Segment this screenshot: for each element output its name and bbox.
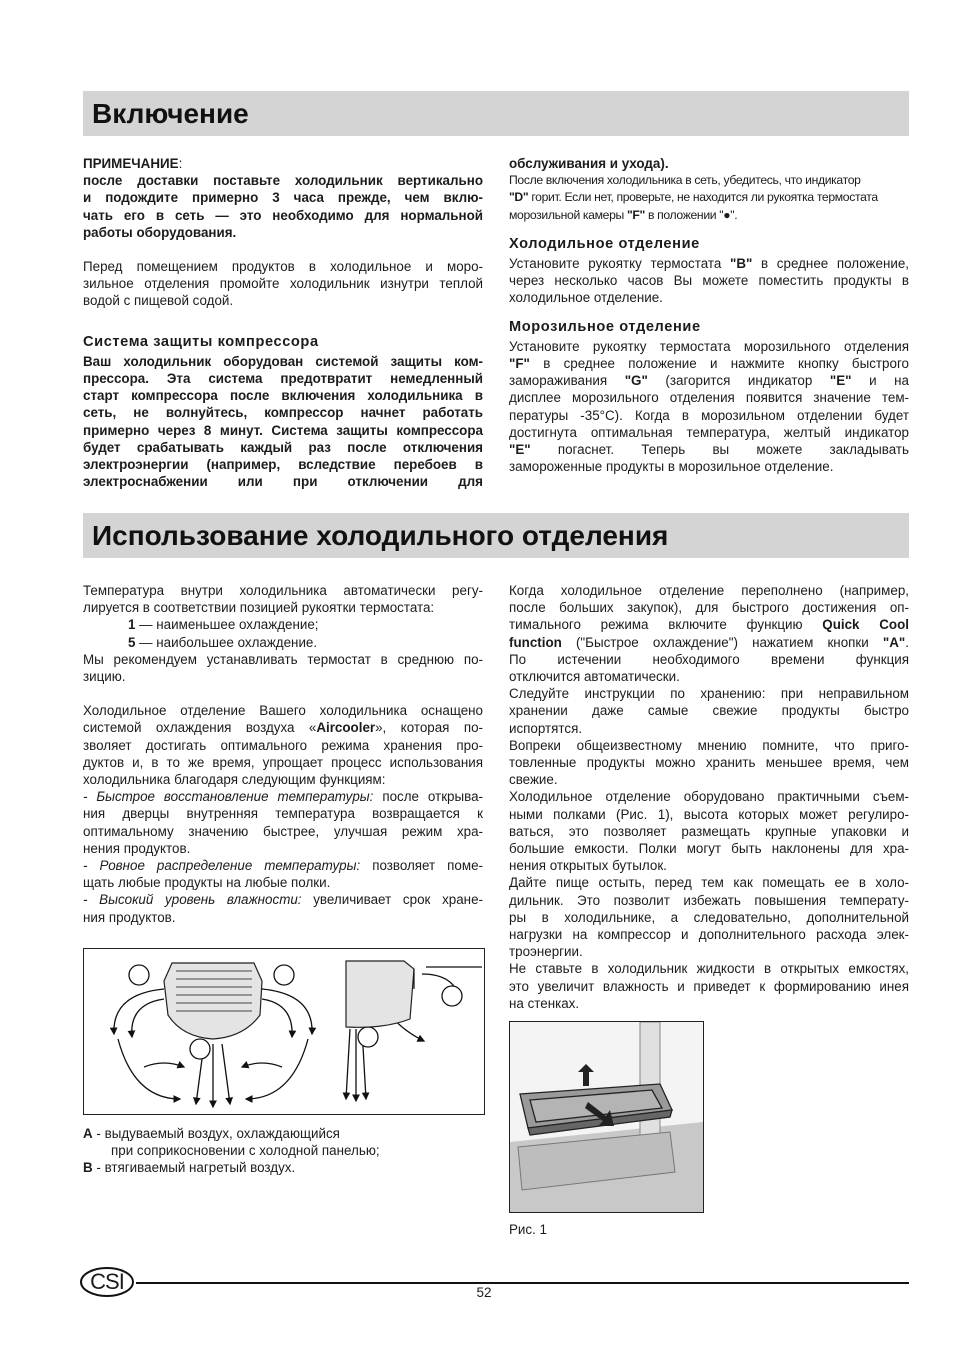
aircooler-text — [83, 702, 483, 788]
section-header-band — [83, 91, 909, 136]
indicator-text — [509, 172, 909, 224]
figure-legend — [83, 1125, 483, 1177]
freezer-line: дисплее морозильного отделения появится значение тем- — [509, 390, 909, 406]
compressor-line: электроснабжении или при отключении для — [83, 474, 483, 490]
fridge-text — [509, 255, 909, 307]
right-line: По истечении необходимого времени функция — [509, 651, 909, 667]
airflow-figure — [83, 948, 485, 1115]
label-circle — [358, 1027, 378, 1047]
aircooler-line: холодильника благодаря следующим функциям: — [83, 772, 386, 788]
page-number: 52 — [476, 1285, 492, 1300]
right-line: ными полками (Рис. 1), высота которых может регулиро- — [509, 806, 909, 822]
right-line: тимального режима включите функцию Quick Cool — [509, 617, 909, 633]
right-line: свежие. — [509, 772, 558, 788]
compressor-line: прессора. Эта система предотвратит немедленный — [83, 371, 483, 387]
air-cooler-unit — [164, 963, 262, 1039]
spacer — [83, 241, 483, 258]
note-line: работы оборудования. — [83, 224, 237, 240]
airflow-diagram — [84, 949, 484, 1114]
right-line: Когда холодильное отделение переполнено (например, — [509, 583, 909, 598]
fridge-heading: Холодильное отделение — [509, 235, 700, 252]
right-line: хранении даже самые свежие продукты быстро — [509, 703, 909, 719]
freezer-line: замороженные продукты в морозильное отделение. — [509, 459, 834, 475]
intro-line: водой с пищевой содой. — [83, 293, 234, 309]
aircooler-line: системой охлаждения воздуха «Aircooler», которая по- — [83, 720, 483, 736]
compressor-line: Ваш холодильник оборудован системой защиты ком- — [83, 353, 483, 369]
indicator-line: морозильной камеры "F" в положении "●". — [509, 207, 738, 222]
shelf-photo — [510, 1022, 703, 1212]
legend-item-b: B - втягиваемый нагретый воздух. — [83, 1160, 296, 1176]
feature-line: ния дверцы внутренняя температура возвращается к — [83, 806, 483, 822]
compressor-line: будет срабатывать каждый раз после отключения — [83, 439, 483, 455]
intro-line: зильное отделения промойте холодильник изнутри теплой — [83, 276, 483, 292]
section-title-fridge-usage: Использование холодильного отделения — [92, 520, 669, 551]
right-text — [509, 582, 909, 1012]
figure-caption: Рис. 1 — [509, 1222, 547, 1237]
right-line: нагрузки на компрессор и дополнительного расхода элек- — [509, 927, 909, 943]
compressor-heading: Система защиты компрессора — [83, 333, 319, 350]
logo-text: CSI — [90, 1269, 124, 1294]
legend-item-a-cont: при соприкосновении с холодной панелью; — [111, 1143, 380, 1159]
freezer-line: достигнута оптимальная температура, желтый индикатор — [509, 424, 909, 440]
feature-line: - Быстрое восстановление температуры: после открыва- — [83, 789, 483, 805]
list-item: 1 — наименьшее охлаждение; — [128, 617, 319, 633]
feature-line: ния продуктов. — [83, 909, 176, 925]
shelf-figure — [509, 1021, 704, 1213]
fridge-line: холодильное отделение. — [509, 290, 663, 306]
feature-line: - Высокий уровень влажности: увеличивает срок хране- — [83, 892, 483, 908]
note-label: ПРИМЕЧАНИЕ: — [83, 156, 183, 171]
features-list — [83, 788, 483, 926]
right-line: Холодильное отделение оборудовано практичными съем- — [509, 789, 909, 805]
freezer-text — [509, 338, 909, 476]
compressor-line: электроэнергии (например, вследствие перебоев в — [83, 457, 483, 473]
footer-rule — [136, 1282, 909, 1284]
left-column-section2 — [83, 582, 483, 926]
label-circle — [442, 986, 462, 1006]
aircooler-line: дуктов и, в то же время, упрощает процесс использования — [83, 754, 483, 770]
left-column-section1 — [83, 155, 483, 490]
indicator-line: После включения холодильника в сеть, убедитесь, что индикатор — [509, 173, 861, 188]
para-line: Мы рекомендуем устанавливать термостат в среднюю по- — [83, 651, 483, 667]
fridge-line: Установите рукоятку термостата "B" в среднее положение, — [509, 256, 909, 272]
label-circle — [190, 1039, 210, 1059]
freezer-line: "F" в среднее положение и нажмите кнопку быстрого — [509, 356, 909, 372]
compressor-line: старт компрессора после включения холодильника в — [83, 388, 483, 404]
list-item: 5 — наибольшее охлаждение. — [128, 634, 318, 650]
freezer-line: пературы -35°C). Когда в морозильном отделении будет — [509, 407, 909, 423]
feature-line: оптимальному значению быстрее, улучшая режим хра- — [83, 823, 483, 839]
right-continuation: обслуживания и ухода). — [509, 156, 669, 171]
feature-line: щать любые продукты на любые полки. — [83, 875, 331, 891]
right-line: на стенках. — [509, 995, 580, 1011]
right-line: Не ставьте в холодильник жидкости в открытых емкостях, — [509, 961, 909, 977]
feature-line: нения продуктов. — [83, 840, 191, 856]
right-line: троэнергии. — [509, 944, 583, 960]
section-title-vklyuchenie: Включение — [92, 98, 249, 129]
fridge-line: через несколько часов Вы можете поместить продукты в — [509, 273, 909, 289]
csi-logo — [79, 1266, 135, 1298]
compressor-line: сеть, не волнуйтесь, компрессор начнет работать — [83, 405, 483, 421]
right-line: ваться, это позволяет размещать крупные упаковки и — [509, 823, 909, 839]
para-line: лируется в соответствии позицией рукоятки термостата: — [83, 600, 435, 616]
label-circle — [274, 965, 294, 985]
label-circle — [129, 965, 149, 985]
note-text — [83, 172, 483, 241]
freezer-line: замораживания "G" (загорится индикатор "E" и на — [509, 373, 910, 389]
right-line: ры в холодильнике, а следовательно, дополнительной — [509, 909, 909, 925]
legend-item-a: A - выдуваемый воздух, охлаждающийся — [83, 1126, 340, 1141]
note-line: чать его в сеть — это необходимо для нормальной — [83, 207, 483, 223]
freezer-line: Установите рукоятку термостата морозильного отделения — [509, 338, 909, 354]
right-line: отключится автоматически. — [509, 669, 680, 685]
right-line: нения открытых бутылок. — [509, 858, 667, 874]
right-line: Дайте пище остыть, перед тем как помещать ее в холо- — [509, 875, 909, 891]
aircooler-line: зволяет достигать оптимального режима хранения про- — [83, 737, 483, 753]
feature-line: - Ровное распределение температуры: позволяет поме- — [83, 858, 483, 874]
right-line: Вопреки общеизвестному мнению помните, что приго- — [509, 737, 909, 753]
intro-line: Перед помещением продуктов в холодильное и моро- — [83, 259, 483, 275]
freezer-heading: Морозильное отделение — [509, 318, 701, 335]
right-column-section1 — [509, 155, 909, 475]
right-line: испортятся. — [509, 720, 583, 736]
para-line: Температура внутри холодильника автоматически регу- — [83, 583, 483, 598]
intro-text — [83, 258, 483, 310]
right-line: Следуйте инструкции по хранению: при неправильном — [509, 686, 909, 702]
right-line: товленные продукты можно хранить меньшее время, чем — [509, 755, 909, 771]
compressor-line: примерно через 8 минут. Система защиты компрессора — [83, 422, 483, 438]
right-line: после больших закупок), для быстрого достижения оп- — [509, 600, 909, 616]
indicator-line: "D" горит. Если нет, проверьте, не находится ли рукоятка термостата — [509, 190, 878, 205]
section-header-band — [83, 513, 909, 558]
note-line: и подождите примерно 3 часа прежде, чем вклю- — [83, 190, 483, 206]
aircooler-line: Холодильное отделение Вашего холодильника оснащено — [83, 703, 483, 719]
para-line: зицию. — [83, 669, 126, 685]
right-line: function ("Быстрое охлаждение") нажатием кнопки "A". — [509, 634, 909, 650]
side-view-unit — [346, 961, 414, 1027]
freezer-line: "E" погаснет. Теперь вы можете закладывать — [509, 442, 909, 458]
right-line: большие емкости. Полки могут быть наклонены для хра- — [509, 841, 909, 857]
right-column-section2 — [509, 582, 909, 1012]
right-line: это увеличит влажность и приведет к формированию инея — [509, 978, 909, 994]
compressor-text — [83, 353, 483, 491]
note-line: после доставки поставьте холодильник вертикально — [83, 173, 483, 189]
right-line: дильник. Это позволит избежать повышения температу- — [509, 892, 909, 908]
